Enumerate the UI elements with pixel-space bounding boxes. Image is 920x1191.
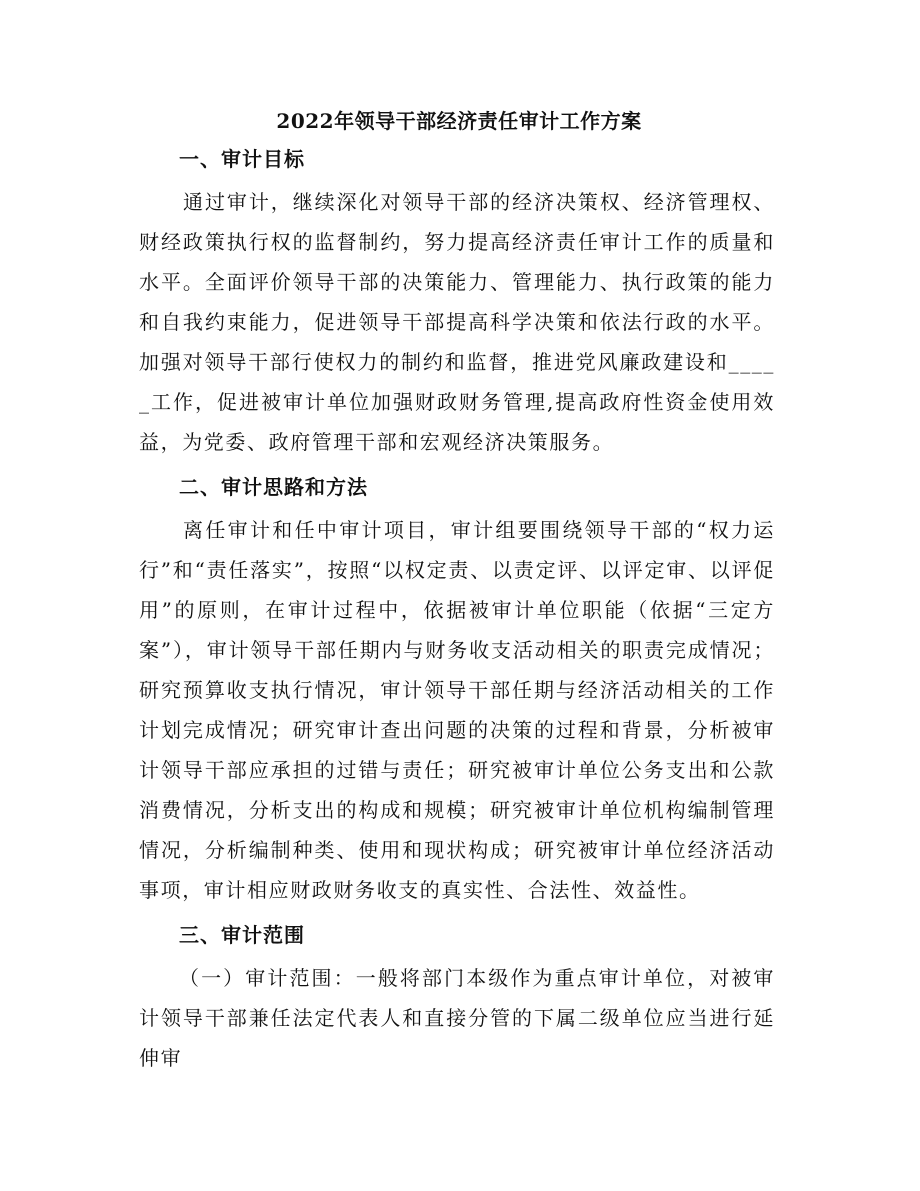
document-title: 2022年领导干部经济责任审计工作方案 (276, 109, 642, 133)
section-heading-audit-goals: 一、审计目标 (179, 147, 305, 171)
section-paragraph-audit-scope: （一）审计范围：一般将部门本级作为重点审计单位，对被审计领导干部兼任法定代表人和直接分管的下属二级单位应当进行延伸审 (139, 966, 775, 1070)
section-paragraph-audit-approach: 离任审计和任中审计项目，审计组要围绕领导干部的“权力运行”和“责任落实”，按照“以权定责、以责定评、以评定审、以评促用”的原则，在审计过程中，依据被审计单位职能（依据“三定方案”），审计领导干部任期内与财务收支活动相关的职责完成情况；研究预算收支执行情况，审计领导干部任期与经济活动相关的工作计划完成情况；研究审计查出问题的决策的过程和背景，分析被审计领导干部应承担的过错与责任；研究被审计单位公务支出和公款消费情况，分析支出的构成和规模；研究被审计单位机构编制管理情况，分析编制种类、使用和现状构成；研究被审计单位经济活动事项，审计相应财政财务收支的真实性、合法性、效益性。 (139, 518, 775, 902)
section-paragraph-audit-goals: 通过审计，继续深化对领导干部的经济决策权、经济管理权、财经政策执行权的监督制约，努力提高经济责任审计工作的质量和水平。全面评价领导干部的决策能力、管理能力、执行政策的能力和自我约束能力，促进领导干部提高科学决策和依法行政的水平。加强对领导干部行使权力的制约和监督，推进党风廉政建设和_____工作，促进被审计单位加强财政财务管理,提高政府性资金使用效益，为党委、政府管理干部和宏观经济决策服务。 (139, 190, 775, 454)
section-heading-audit-approach: 二、审计思路和方法 (179, 475, 368, 499)
section-heading-audit-scope: 三、审计范围 (179, 923, 305, 947)
